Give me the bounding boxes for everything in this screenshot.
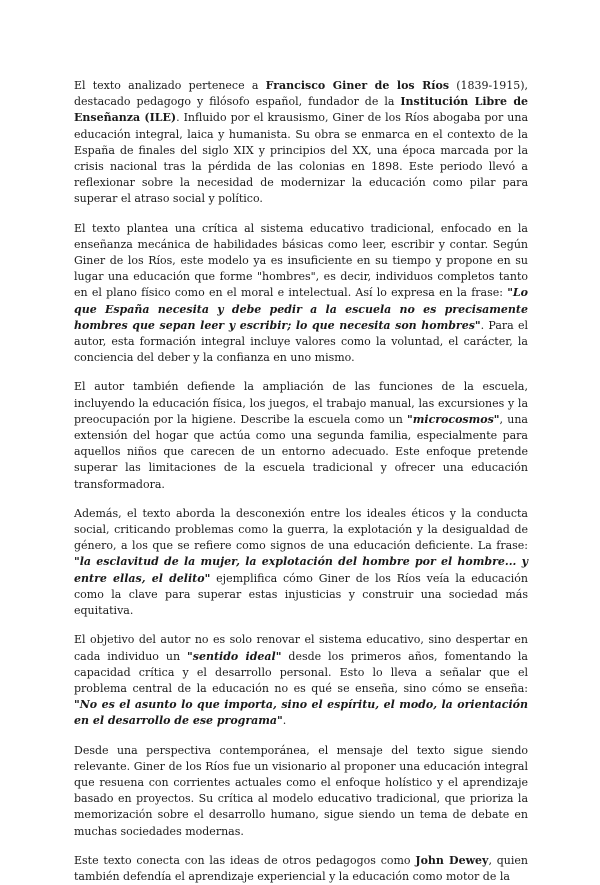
body-text: Este texto conecta con las ideas de otros pedagogos como (74, 853, 416, 867)
paragraph (74, 221, 528, 367)
body-text: ejemplifica cómo Giner de los Ríos veía la educación como la clave para superar estas injusticias y construir una sociedad más equitativa. (74, 571, 528, 618)
quote-text: "sentido ideal" (187, 649, 282, 663)
body-text: Desde una perspectiva contemporánea, el mensaje del texto sigue siendo relevante. Giner de los Ríos fue un visionario al proponer una educación integral que resuena con corrientes actuales como el enfoque holístico y el aprendizaje basado en proyectos. Su crítica al modelo educativo tradicional, que prioriza la memorización sobre el desarrollo humano, sigue siendo un tema de debate en muchas sociedades modernas. (74, 743, 528, 838)
body-text: . Influido por el krausismo, Giner de los Ríos abogaba por una educación integral, laica y humanista. Su obra se enmarca en el contexto de la España de finales del siglo XIX y principios del XX, una época marcada por la crisis nacional tras la pérdida de las colonias en 1898. Este periodo llevó a reflexionar sobre la necesidad de modernizar la educación como pilar para superar el atraso social y político. (74, 111, 529, 206)
paragraph (74, 743, 528, 840)
quote-text: "microcosmos" (407, 412, 500, 426)
paragraph (74, 506, 528, 619)
paragraph (74, 379, 528, 492)
bold-text: Francisco Giner de los Ríos (265, 79, 450, 92)
quote-text: "No es el asunto lo que importa, sino el espíritu, el modo, la orientación en el desarrollo de ese programa" (74, 698, 528, 728)
body-text: , una extensión del hogar que actúa como una segunda familia, especialmente para aquellos niños que carecen de un entorno adecuado. Este enfoque pretende superar las limitaciones de la escuela tradicional y ofrecer una educación transformadora. (74, 412, 528, 491)
quote-text: "la esclavitud de la mujer, la explotación del hombre por el hombre... y entre ellas, el delito" (74, 555, 528, 585)
bold-text: John Dewey (415, 853, 489, 867)
body-text: . Para el autor, esta formación integral incluye valores como la voluntad, el carácter, la conciencia del deber y la confianza en uno mismo. (74, 318, 528, 365)
body-text: El texto plantea una crítica al sistema educativo tradicional, enfocado en la enseñanza mecánica de habilidades básicas como leer, escribir y contar. Según Giner de los Ríos, este modelo ya es insuficiente en su tiempo y propone en su lugar una educación que forme "hombres", es decir, individuos completos tanto en el plano físico como en el moral e intelectual. Así lo expresa en la frase: (74, 221, 528, 300)
body-text: , quien también defendía el aprendizaje experiencial y la educación como motor de la (74, 853, 528, 883)
body-text: desde los primeros años, fomentando la capacidad crítica y el desarrollo personal. Esto lo lleva a señalar que el problema central de la educación no es qué se enseña, sino cómo se enseña: (74, 649, 528, 695)
body-text: El objetivo del autor no es solo renovar el sistema educativo, sino despertar en cada individuo un (74, 633, 528, 663)
bold-text: Institución Libre de Enseñanza (ILE) (74, 95, 529, 125)
body-text: . (282, 714, 287, 728)
body-text: Además, el texto aborda la desconexión entre los ideales éticos y la conducta social, criticando problemas como la guerra, la explotación y la desigualdad de género, a los que se refiere como signos de una educación deficiente. La frase: (74, 506, 528, 553)
body-text: El autor también defiende la ampliación de las funciones de la escuela, incluyendo la educación física, los juegos, el trabajo manual, las excursiones y la preocupación por la higiene. Describe la escuela como un (74, 380, 528, 426)
paragraph (74, 632, 528, 729)
paragraph (74, 78, 528, 208)
paragraph (74, 853, 528, 885)
quote-text: "Lo que España necesita y debe pedir a la escuela no es precisamente hombres que sepan leer y escribir; lo que necesita son hombres" (74, 286, 528, 332)
body-text: (1839-1915), destacado pedagogo y filósofo español, fundador de la (74, 79, 529, 109)
body-text: El texto analizado pertenece a (74, 79, 266, 92)
